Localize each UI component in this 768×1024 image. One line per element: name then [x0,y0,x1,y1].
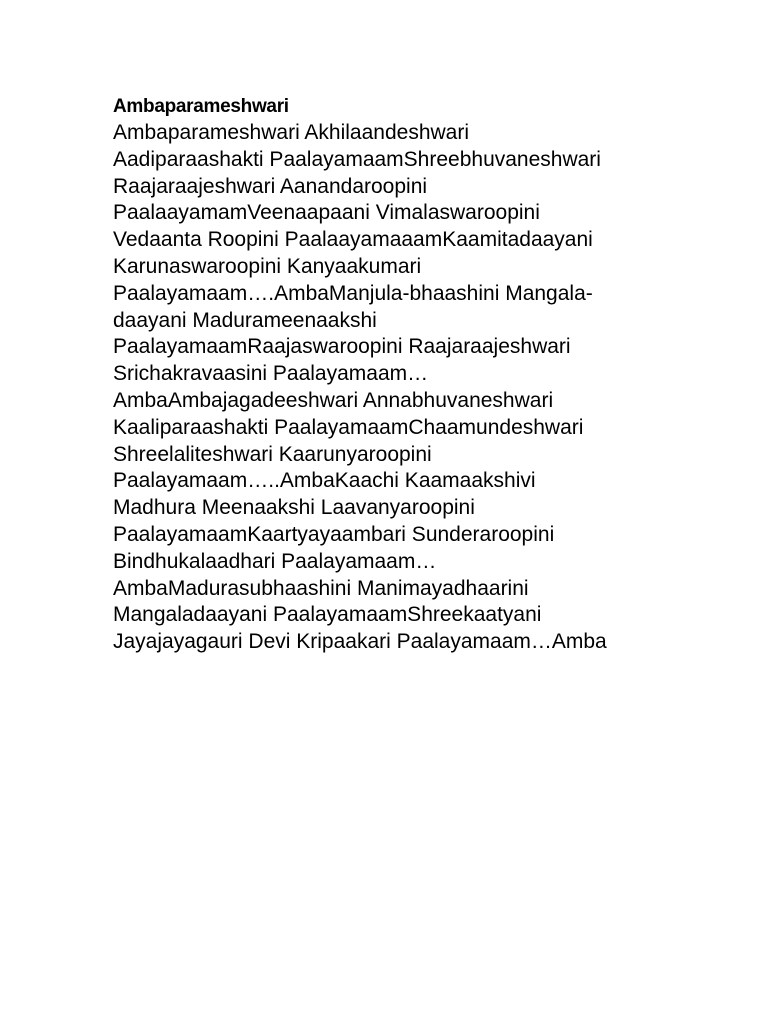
text-line: Aadiparaashakti PaalayamaamShreebhuvaneshwari [113,147,601,171]
text-line: Paalayamaam…..AmbaKaachi Kaamaakshivi [113,469,536,493]
text-line: Karunaswaroopini Kanyaakumari [113,254,422,278]
text-line: Kaaliparaashakti PaalayamaamChaamundeshwari [113,415,584,439]
text-line: PaalayamaamRaajaswaroopini Raajaraajeshwari [113,335,571,359]
text-line: Srichakravaasini Paalayamaam… [113,362,429,386]
text-line: AmbaMadurasubhaashini Manimayadhaarini [113,576,529,600]
text-line: Paalayamaam….AmbaManjula-bhaashini Mangala- [113,281,593,305]
text-line: AmbaAmbajagadeeshwari Annabhuvaneshwari [113,388,554,412]
text-line: Shreelaliteshwari Kaarunyaroopini [113,442,432,466]
text-line: Vedaanta Roopini PaalaayamaaamKaamitadaayani [113,228,593,252]
text-line: Bindhukalaadhari Paalayamaam… [113,549,437,573]
text-line: Jayajayagauri Devi Kripaakari Paalayamaam…Amba [113,630,607,654]
document-title: Ambaparameshwari [113,96,289,117]
text-line: Madhura Meenaakshi Laavanyaroopini [113,496,475,520]
text-line: daayani Madurameenaakshi [113,308,377,332]
text-line: Ambaparameshwari Akhilaandeshwari [113,121,470,144]
document-body [113,94,733,656]
text-line: PaalaayamamVeenaapaani Vimalaswaroopini [113,201,540,225]
text-line: Raajaraajeshwari Aanandaroopini [113,174,428,198]
text-line: Mangaladaayani PaalayamaamShreekaatyani [113,603,542,627]
text-line: PaalayamaamKaartyayaambari Sunderaroopini [113,522,555,546]
